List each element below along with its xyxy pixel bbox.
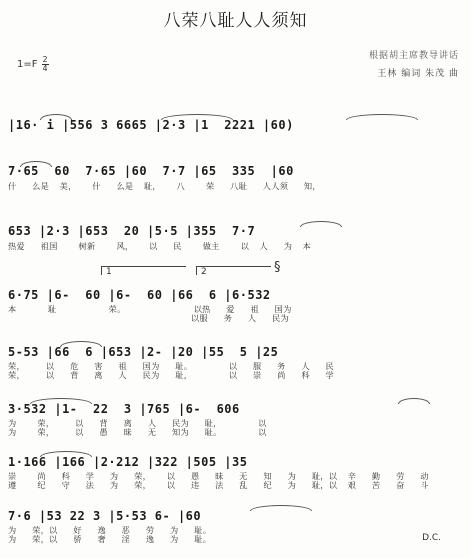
staff-line-6 [0, 402, 471, 452]
slur [20, 161, 52, 167]
staff-line-7 [0, 455, 471, 505]
staff-line-5 [0, 345, 471, 395]
time-bottom: 4 [42, 64, 48, 73]
staff-line-4 [0, 288, 471, 338]
lyric-line: 为 荣， 以 愚 昧 无 知为 耻。 以 [8, 427, 267, 437]
slur [346, 114, 418, 120]
volta-2: 2 [196, 266, 271, 275]
staff-line-1 [0, 118, 471, 168]
slur [398, 398, 430, 404]
slur [300, 221, 342, 227]
segno-mark: § [274, 260, 281, 275]
notes-line: 3·532 |1- 22 3 |765 |6- 606 [8, 402, 240, 416]
staff-line-2 [0, 164, 471, 214]
staff-line-8 [0, 509, 471, 559]
lyric-line: 以服 务 人 民为 [8, 313, 290, 323]
lyric-line: 荣， 以 背 离 人 民为 耻， 以 崇 尚 科 学 [8, 370, 335, 380]
time-top: 2 [42, 55, 48, 64]
notes-line: 1·166 |166 |2·212 |322 |505 |35 [8, 455, 248, 469]
credits: 王林 编词 朱茂 曲 [377, 69, 459, 79]
notes-line: 653 |2·3 |653 20 |5·5 |355 7·7 [8, 224, 256, 238]
key-signature [17, 56, 49, 73]
time-signature [42, 56, 49, 73]
lyric-line: 荣， 以 危 害 祖 国为 耻。 以 服 务 人 民 [8, 361, 335, 371]
da-capo-mark: D.C. [422, 533, 441, 543]
slur [161, 114, 233, 120]
notes-line: 7·65 60 7·65 |60 7·7 |65 335 |60 [8, 164, 294, 178]
source-note: 根据胡主席教导讲话 [368, 51, 459, 61]
slur [30, 398, 92, 404]
lyric-line: 什 么是 美， 什 么是 耻， 八 荣 八耻 人人须 知， [8, 181, 321, 191]
notes-line: 6·75 |6- 60 |6- 60 |66 6 |6·532 [8, 288, 271, 302]
page-title: 八荣八耻人人须知 [163, 11, 308, 31]
volta-1: 1 [101, 266, 186, 275]
lyric-line: 本 耻 荣。 以热 爱 祖 国为 [8, 304, 292, 314]
lyric-line: 遵 纪 守 法 为 荣， 以 违 法 乱 纪 为 耻，以 艰 苦 奋 斗 [8, 480, 429, 490]
lyric-line: 为 荣，以 好 逸 恶 劳 为 耻。 [8, 525, 212, 535]
lyric-line: 热爱 祖国 树新 风， 以 民 做主 以 人 为 本 [8, 241, 312, 251]
notes-line: 7·6 |53 22 3 |5·53 6- |60 [8, 509, 202, 523]
key-name: 1=F [17, 59, 38, 70]
notes-line: |16· i |556 3 6665 |2·3 |1 2221 |60) [8, 118, 294, 132]
lyric-line: 崇 尚 科 学 为 荣， 以 愚 昧 无 知 为 耻，以 辛 勤 劳 动 [8, 471, 429, 481]
slur [250, 505, 312, 511]
lyric-line: 为 荣，以 骄 奢 淫 逸 为 耻。 [8, 534, 212, 544]
notes-line: 5-53 |66 6 |653 |2- |20 |55 5 |25 [8, 345, 279, 359]
slur [40, 451, 92, 457]
slur [40, 114, 72, 120]
lyric-line: 为 荣， 以 背 离 人 民为 耻， 以 [8, 418, 267, 428]
slur [60, 341, 102, 347]
